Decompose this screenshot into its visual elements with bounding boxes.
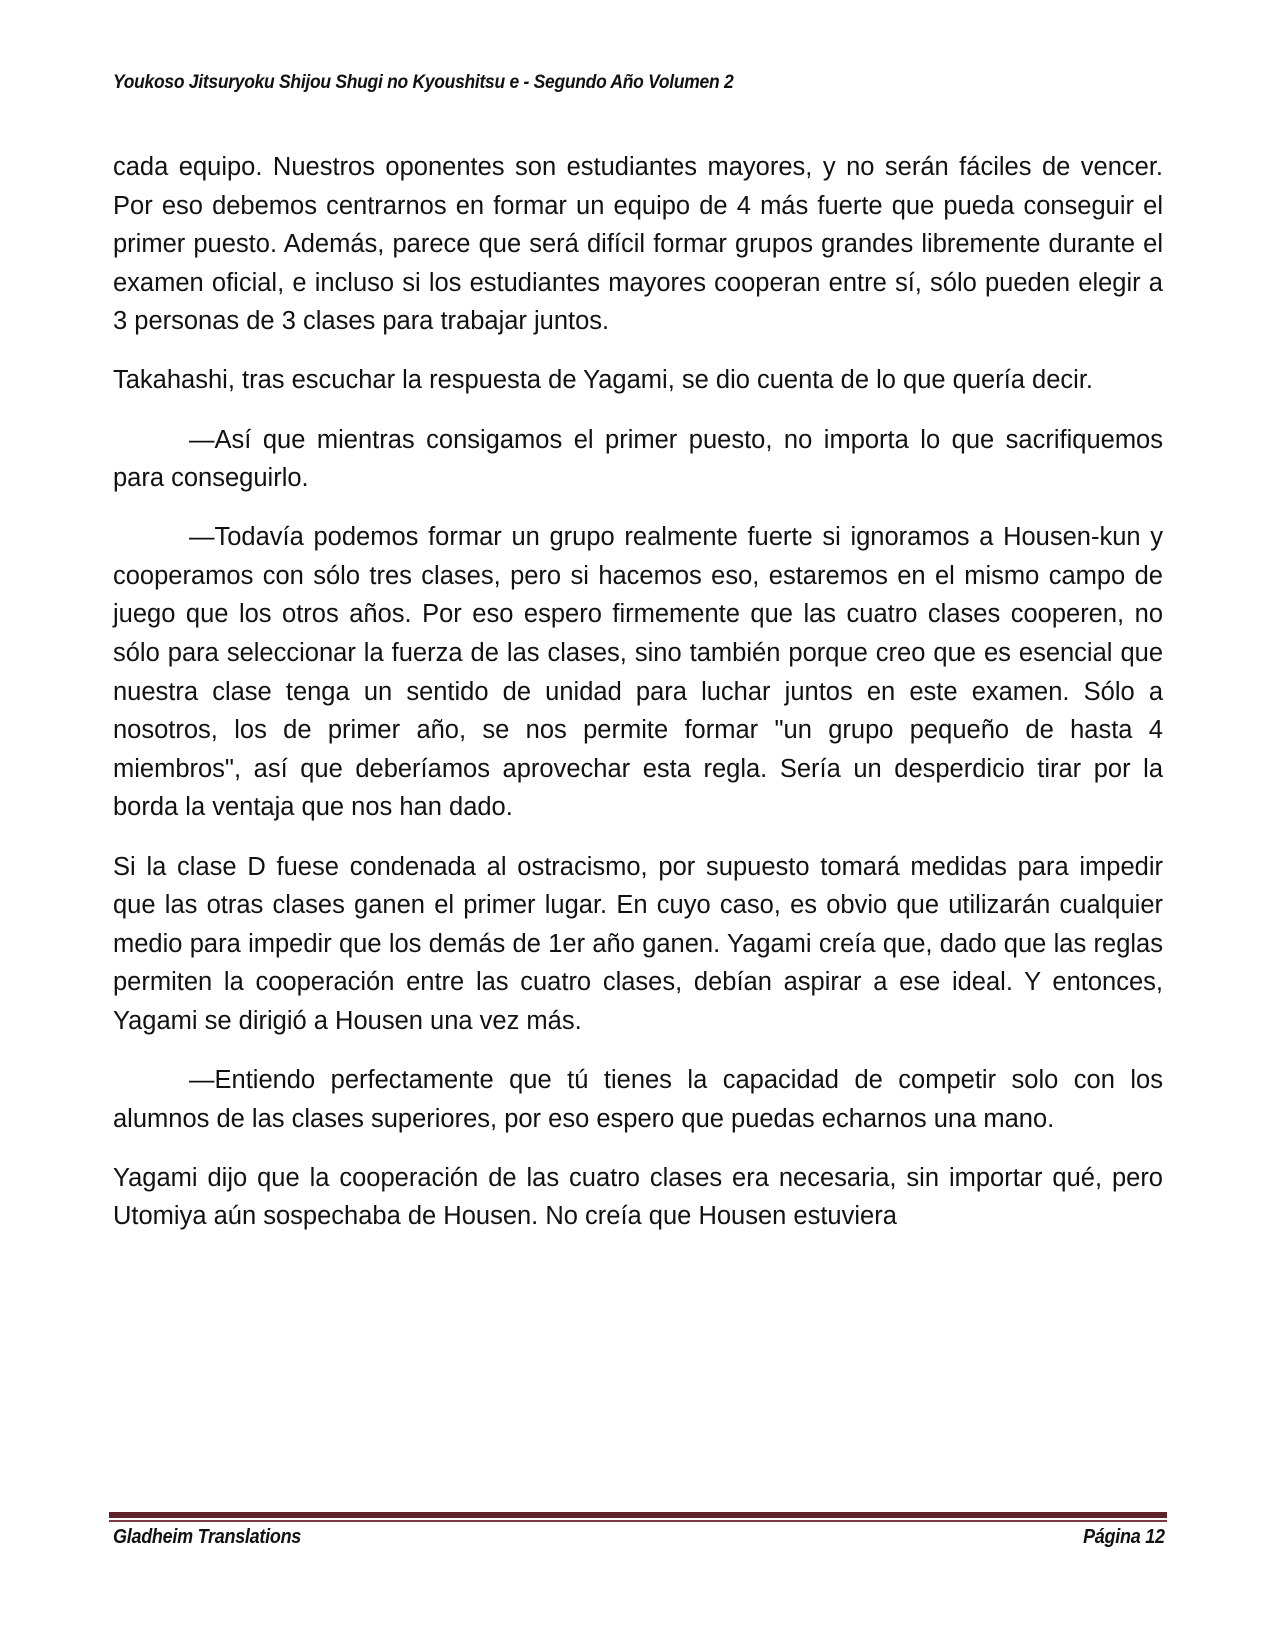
dialogue-paragraph: —Todavía podemos formar un grupo realmente fuerte si ignoramos a Housen-kun y cooperamos con sólo tres clases, pero si hacemos eso, estaremos en el mismo campo de juego que los otros años. Por eso espero firmemente que las cuatro clases cooperen, no sólo para seleccionar la fuerza de las clases, sino también porque creo que es esencial que nuestra clase tenga un sentido de unidad para luchar juntos en este examen. Sólo a nosotros, los de primer año, se nos permite formar "un grupo pequeño de hasta 4 miembros", así que deberíamos aprovechar esta regla. Sería un desperdicio tirar por la borda la ventaja que nos han dado.	[113, 523, 1163, 822]
footer-divider	[109, 1512, 1167, 1518]
dialogue-paragraph: —Entiendo perfectamente que tú tienes la capacidad de competir solo con los alumnos de las clases superiores, por eso espero que puedas echarnos una mano.	[113, 1065, 1163, 1133]
dialogue-paragraph: —Así que mientras consigamos el primer puesto, no importa lo que sacrifiquemos para conseguirlo.	[113, 425, 1163, 493]
paragraph: Takahashi, tras escuchar la respuesta de Yagami, se dio cuenta de lo que quería decir.	[113, 366, 1093, 395]
paragraph: cada equipo. Nuestros oponentes son estudiantes mayores, y no serán fáciles de vencer. Por eso debemos centrarnos en formar un equipo de 4 más fuerte que pueda conseguir el primer puesto. Además, parece que será difícil formar grupos grandes libremente durante el examen oficial, e incluso si los estudiantes mayores cooperan entre sí, sólo pueden elegir a 3 personas de 3 clases para trabajar juntos.	[113, 153, 1163, 336]
paragraph: Yagami dijo que la cooperación de las cuatro clases era necesaria, sin importar qué, pero Utomiya aún sospechaba de Housen. No creía que Housen estuviera	[113, 1163, 1163, 1231]
footer-divider-thin	[109, 1520, 1167, 1522]
running-header: Youkoso Jitsuryoku Shijou Shugi no Kyoushitsu e - Segundo Año Volumen 2	[113, 72, 734, 93]
footer-credit: Gladheim Translations	[113, 1526, 302, 1548]
page-body	[113, 148, 1163, 1256]
page-number: Página 12	[1083, 1526, 1165, 1548]
paragraph: Si la clase D fuese condenada al ostracismo, por supuesto tomará medidas para impedir que las otras clases ganen el primer lugar. En cuyo caso, es obvio que utilizarán cualquier medio para impedir que los demás de 1er año ganen. Yagami creía que, dado que las reglas permiten la cooperación entre las cuatro clases, debían aspirar a ese ideal. Y entonces, Yagami se dirigió a Housen una vez más.	[113, 852, 1163, 1035]
